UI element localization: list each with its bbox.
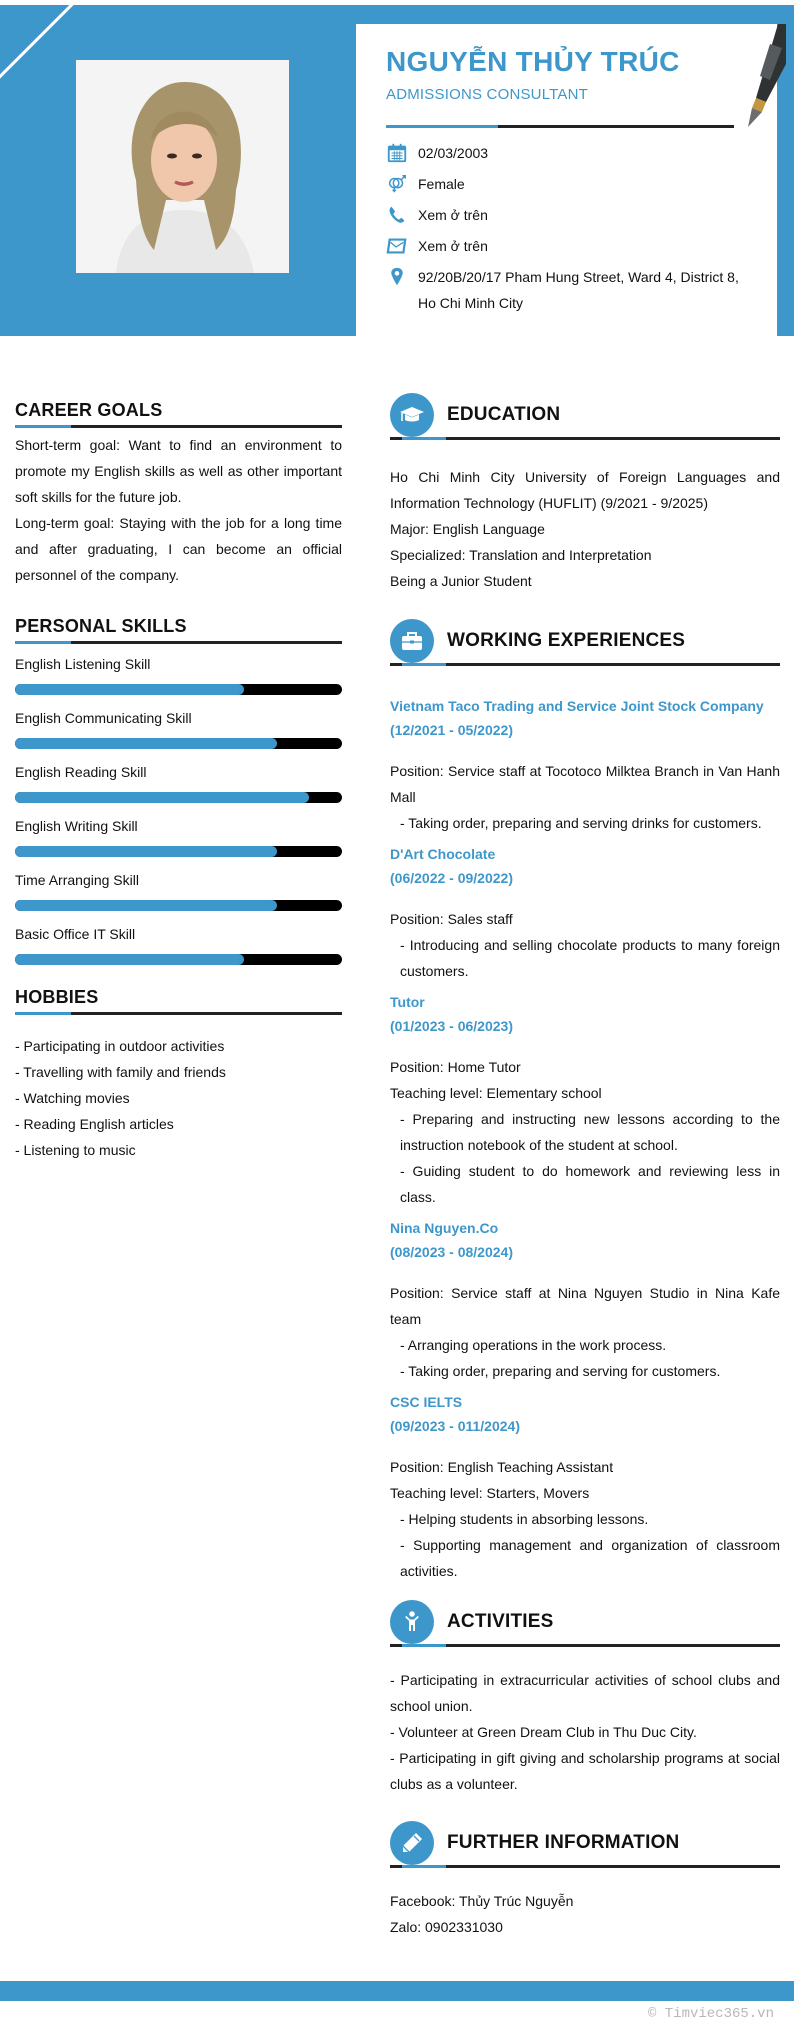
further-information-section	[390, 1821, 780, 1940]
activities-section	[390, 1600, 780, 1797]
info-email: Xem ở trên	[386, 233, 756, 259]
fountain-pen-icon	[726, 24, 786, 129]
hobby-item: - Watching movies	[15, 1090, 130, 1106]
skill-label: English Communicating Skill	[15, 710, 192, 726]
skill-progress-bar	[15, 792, 342, 803]
job-company: Nina Nguyen.Co	[390, 1220, 499, 1236]
job-detail: Position: Sales staff	[390, 911, 513, 927]
section-divider	[15, 641, 342, 644]
career-goals-section	[15, 400, 342, 588]
section-title: WORKING EXPERIENCES	[447, 630, 686, 651]
skill-progress-bar	[15, 954, 342, 965]
activity-item: - Participating in gift giving and scholarship programs at social clubs as a volunteer.	[390, 1750, 780, 1792]
career-goal-long: Long-term goal: Staying with the job for a long time and after graduating, I can become an official personnel of the company.	[15, 515, 342, 583]
job-bullet: - Introducing and selling chocolate products to many foreign customers.	[400, 937, 780, 979]
section-header	[390, 1600, 780, 1644]
phone-icon	[386, 202, 418, 228]
info-gender: Female	[386, 171, 756, 197]
skill-item	[15, 816, 342, 857]
gender-icon	[386, 171, 418, 197]
working-experiences-section	[390, 619, 780, 1584]
education-details	[390, 464, 780, 594]
skill-item	[15, 708, 342, 749]
education-line: Specialized: Translation and Interpretation	[390, 547, 652, 563]
job-detail: Position: Home Tutor	[390, 1059, 521, 1075]
job-bullet: - Helping students in absorbing lessons.	[400, 1511, 649, 1527]
skill-progress-fill	[15, 900, 277, 911]
job-dates: (09/2023 - 011/2024)	[390, 1418, 520, 1434]
job-detail: Position: Service staff at Nina Nguyen Studio in Nina Kafe team	[390, 1285, 780, 1327]
section-title: FURTHER INFORMATION	[447, 1832, 680, 1853]
section-divider	[15, 1012, 342, 1015]
section-title: EDUCATION	[447, 404, 561, 425]
skill-progress-fill	[15, 954, 244, 965]
section-title: PERSONAL SKILLS	[15, 616, 187, 636]
education-line: Being a Junior Student	[390, 573, 532, 589]
job-company: D'Art Chocolate	[390, 846, 496, 862]
career-goal-short: Short-term goal: Want to find an environment to promote my English skills as well as other important soft skills for the future job.	[15, 437, 342, 505]
hobby-item: - Listening to music	[15, 1142, 136, 1158]
section-divider	[390, 437, 780, 440]
section-title: ACTIVITIES	[447, 1611, 554, 1632]
hobby-item: - Participating in outdoor activities	[15, 1038, 225, 1054]
candidate-role: ADMISSIONS CONSULTANT	[386, 86, 588, 103]
pencil-icon	[390, 1821, 434, 1865]
skill-progress-bar	[15, 846, 342, 857]
skill-item	[15, 924, 342, 965]
job-bullet: - Arranging operations in the work process.	[400, 1337, 667, 1353]
facebook-info: Facebook: Thủy Trúc Nguyễn	[390, 1893, 574, 1909]
skill-progress-fill	[15, 738, 277, 749]
skill-item	[15, 654, 342, 695]
activity-item: - Participating in extracurricular activities of school clubs and school union.	[390, 1672, 780, 1714]
job-bullet: - Taking order, preparing and serving for customers.	[400, 1363, 721, 1379]
info-phone: Xem ở trên	[386, 202, 756, 228]
location-icon	[386, 264, 418, 290]
left-column	[15, 400, 342, 1163]
education-section	[390, 393, 780, 594]
skill-label: Basic Office IT Skill	[15, 926, 136, 942]
skill-label: English Reading Skill	[15, 764, 147, 780]
copyright-text: © Timviec365.vn	[647, 2006, 774, 2022]
candidate-name: NGUYỄN THỦY TRÚC	[386, 46, 680, 77]
job-bullet: - Taking order, preparing and serving drinks for customers.	[400, 815, 762, 831]
footer-bar	[0, 1981, 794, 2001]
profile-photo	[76, 60, 289, 273]
hobbies-section	[15, 987, 342, 1163]
info-birthdate: 02/03/2003	[386, 140, 756, 166]
email-icon	[386, 233, 418, 259]
section-divider	[390, 1865, 780, 1868]
hobbies-list	[15, 1033, 342, 1163]
activities-list	[390, 1667, 780, 1797]
job-detail: Teaching level: Starters, Movers	[390, 1485, 590, 1501]
section-header	[390, 393, 780, 437]
job-bullet: - Preparing and instructing new lessons according to the instruction notebook of the student at school.	[400, 1111, 780, 1153]
hobby-item: - Reading English articles	[15, 1116, 174, 1132]
calendar-icon	[386, 140, 418, 166]
education-line: Ho Chi Minh City University of Foreign Languages and Information Technology (HUFLIT) (9/2021 - 9/2025)	[390, 469, 780, 511]
job-dates: (12/2021 - 05/2022)	[390, 722, 513, 738]
job-dates: (01/2023 - 06/2023)	[390, 1018, 513, 1034]
skill-label: English Writing Skill	[15, 818, 138, 834]
section-title: HOBBIES	[15, 987, 99, 1007]
section-divider	[390, 663, 780, 666]
job-entry	[390, 990, 780, 1210]
right-column	[390, 393, 780, 1940]
skills-list	[15, 654, 342, 965]
skill-item	[15, 870, 342, 911]
skill-label: Time Arranging Skill	[15, 872, 139, 888]
skill-progress-fill	[15, 684, 244, 695]
job-entry	[390, 1216, 780, 1384]
skill-label: English Listening Skill	[15, 656, 151, 672]
job-bullet: - Supporting management and organization of classroom activities.	[400, 1537, 780, 1579]
job-detail: Teaching level: Elementary school	[390, 1085, 602, 1101]
skill-progress-bar	[15, 684, 342, 695]
job-dates: (08/2023 - 08/2024)	[390, 1244, 513, 1260]
graduation-cap-icon	[390, 393, 434, 437]
personal-info-list	[386, 140, 756, 321]
section-header	[390, 619, 780, 663]
person-icon	[390, 1600, 434, 1644]
name-divider	[386, 125, 734, 128]
job-detail: Position: Service staff at Tocotoco Milktea Branch in Van Hanh Mall	[390, 763, 780, 805]
job-dates: (06/2022 - 09/2022)	[390, 870, 513, 886]
section-header	[390, 1821, 780, 1865]
jobs-list	[390, 694, 780, 1584]
activity-item: - Volunteer at Green Dream Club in Thu Duc City.	[390, 1724, 697, 1740]
job-bullet: - Guiding student to do homework and reviewing less in class.	[400, 1163, 780, 1205]
skill-progress-bar	[15, 738, 342, 749]
job-entry	[390, 694, 780, 836]
job-detail: Position: English Teaching Assistant	[390, 1459, 614, 1475]
briefcase-icon	[390, 619, 434, 663]
skill-progress-bar	[15, 900, 342, 911]
job-entry	[390, 1390, 780, 1584]
skill-item	[15, 762, 342, 803]
header-card	[356, 24, 777, 336]
skill-progress-fill	[15, 792, 309, 803]
skill-progress-fill	[15, 846, 277, 857]
info-address: 92/20B/20/17 Pham Hung Street, Ward 4, District 8, Ho Chi Minh City	[386, 264, 756, 316]
job-company: CSC IELTS	[390, 1394, 463, 1410]
section-title: CAREER GOALS	[15, 400, 163, 420]
education-line: Major: English Language	[390, 521, 545, 537]
personal-skills-section	[15, 616, 342, 965]
job-company: Tutor	[390, 994, 425, 1010]
section-divider	[15, 425, 342, 428]
section-divider	[390, 1644, 780, 1647]
job-entry	[390, 842, 780, 984]
job-company: Vietnam Taco Trading and Service Joint Stock Company	[390, 698, 764, 714]
zalo-info: Zalo: 0902331030	[390, 1919, 503, 1935]
hobby-item: - Travelling with family and friends	[15, 1064, 226, 1080]
